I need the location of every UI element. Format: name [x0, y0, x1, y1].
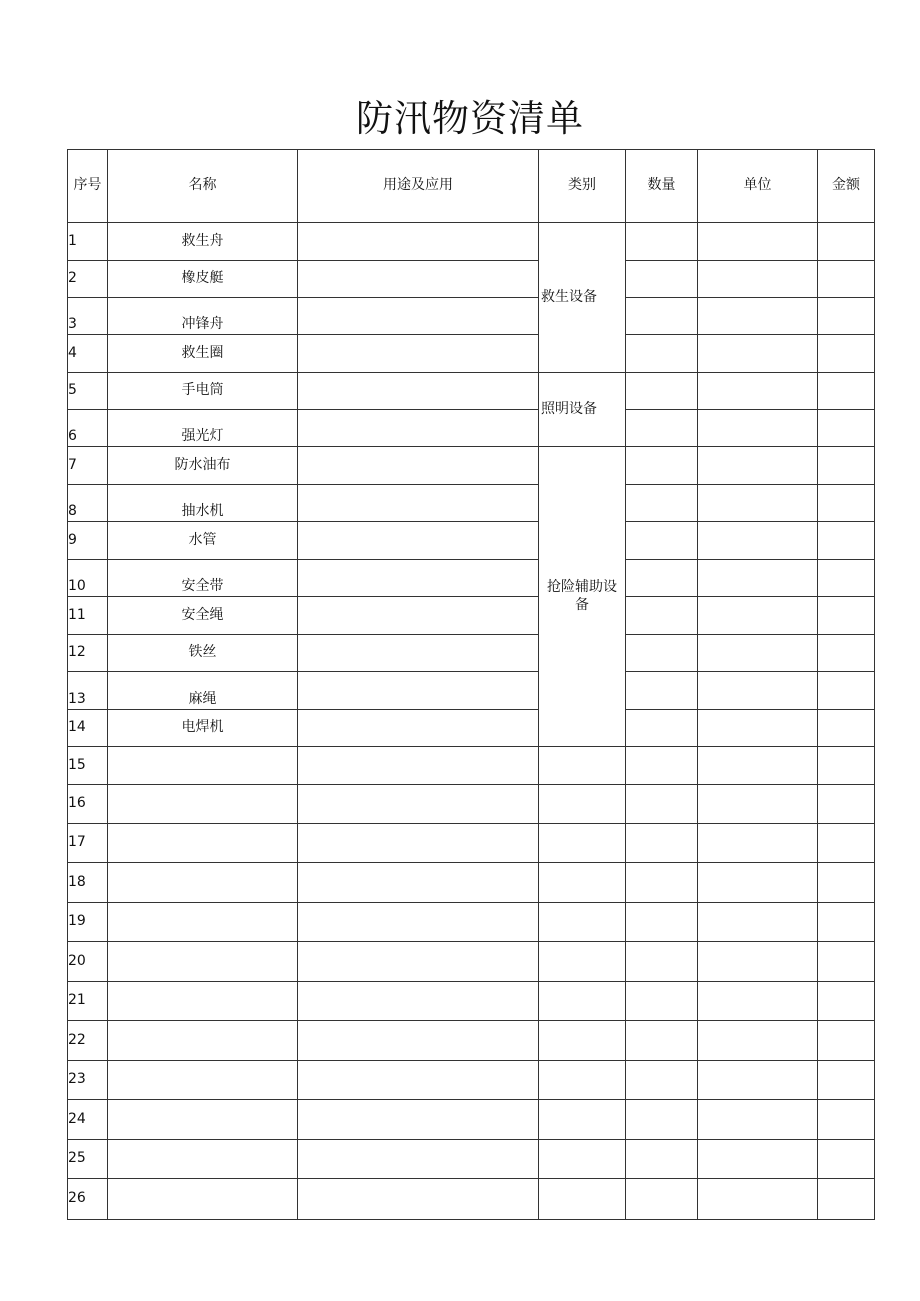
amount-cell [818, 485, 875, 522]
amount-cell [818, 223, 875, 261]
table-row [68, 447, 875, 485]
table-row [68, 1021, 875, 1061]
category-cell: 救生设备 [539, 223, 626, 373]
row-number: 3 [68, 298, 108, 335]
row-number: 21 [68, 982, 108, 1021]
item-name [108, 1061, 298, 1100]
unit-cell [698, 373, 818, 410]
amount-cell [818, 863, 875, 903]
header-seq: 序号 [68, 150, 108, 223]
usage-cell [298, 747, 539, 785]
unit-cell [698, 1179, 818, 1220]
table-row [68, 903, 875, 942]
row-number: 15 [68, 747, 108, 785]
row-number: 24 [68, 1100, 108, 1140]
usage-cell [298, 1021, 539, 1061]
amount-cell [818, 261, 875, 298]
quantity-cell [626, 672, 698, 710]
category-cell [539, 1140, 626, 1179]
quantity-cell [626, 223, 698, 261]
unit-cell [698, 635, 818, 672]
row-number: 8 [68, 485, 108, 522]
quantity-cell [626, 522, 698, 560]
unit-cell [698, 785, 818, 824]
header-quantity: 数量 [626, 150, 698, 223]
amount-cell [818, 447, 875, 485]
row-number: 9 [68, 522, 108, 560]
quantity-cell [626, 942, 698, 982]
category-cell [539, 1021, 626, 1061]
amount-cell [818, 373, 875, 410]
table-row [68, 747, 875, 785]
usage-cell [298, 560, 539, 597]
table-row [68, 635, 875, 672]
row-number: 12 [68, 635, 108, 672]
unit-cell [698, 824, 818, 863]
unit-cell [698, 942, 818, 982]
unit-cell [698, 710, 818, 747]
unit-cell [698, 223, 818, 261]
table-row [68, 1100, 875, 1140]
category-cell [539, 942, 626, 982]
amount-cell [818, 1140, 875, 1179]
quantity-cell [626, 597, 698, 635]
usage-cell [298, 824, 539, 863]
item-name [108, 1179, 298, 1220]
usage-cell [298, 942, 539, 982]
usage-cell [298, 522, 539, 560]
amount-cell [818, 410, 875, 447]
item-name: 安全带 [108, 560, 298, 597]
item-name [108, 785, 298, 824]
amount-cell [818, 903, 875, 942]
table-row [68, 710, 875, 747]
amount-cell [818, 1061, 875, 1100]
quantity-cell [626, 863, 698, 903]
unit-cell [698, 485, 818, 522]
usage-cell [298, 1140, 539, 1179]
quantity-cell [626, 1061, 698, 1100]
amount-cell [818, 298, 875, 335]
unit-cell [698, 522, 818, 560]
row-number: 16 [68, 785, 108, 824]
row-number: 6 [68, 410, 108, 447]
row-number: 14 [68, 710, 108, 747]
amount-cell [818, 747, 875, 785]
supplies-table [67, 149, 875, 1220]
amount-cell [818, 560, 875, 597]
usage-cell [298, 410, 539, 447]
row-number: 17 [68, 824, 108, 863]
table-row [68, 485, 875, 522]
unit-cell [698, 410, 818, 447]
quantity-cell [626, 560, 698, 597]
unit-cell [698, 560, 818, 597]
item-name: 防水油布 [108, 447, 298, 485]
amount-cell [818, 1021, 875, 1061]
row-number: 26 [68, 1179, 108, 1220]
item-name: 冲锋舟 [108, 298, 298, 335]
item-name: 橡皮艇 [108, 261, 298, 298]
row-number: 20 [68, 942, 108, 982]
quantity-cell [626, 747, 698, 785]
amount-cell [818, 824, 875, 863]
row-number: 25 [68, 1140, 108, 1179]
category-cell [539, 982, 626, 1021]
item-name [108, 747, 298, 785]
table-row [68, 942, 875, 982]
usage-cell [298, 1179, 539, 1220]
item-name: 手电筒 [108, 373, 298, 410]
table-row [68, 863, 875, 903]
amount-cell [818, 785, 875, 824]
usage-cell [298, 635, 539, 672]
amount-cell [818, 1179, 875, 1220]
usage-cell [298, 447, 539, 485]
usage-cell [298, 710, 539, 747]
quantity-cell [626, 982, 698, 1021]
amount-cell [818, 710, 875, 747]
usage-cell [298, 335, 539, 373]
table-row [68, 335, 875, 373]
item-name: 救生圈 [108, 335, 298, 373]
header-name: 名称 [108, 150, 298, 223]
usage-cell [298, 863, 539, 903]
category-cell [539, 863, 626, 903]
unit-cell [698, 597, 818, 635]
category-cell: 抢险辅助设备 [539, 447, 626, 747]
unit-cell [698, 1140, 818, 1179]
item-name [108, 824, 298, 863]
row-number: 1 [68, 223, 108, 261]
amount-cell [818, 982, 875, 1021]
unit-cell [698, 982, 818, 1021]
amount-cell [818, 942, 875, 982]
amount-cell [818, 597, 875, 635]
usage-cell [298, 373, 539, 410]
amount-cell [818, 672, 875, 710]
table-row [68, 597, 875, 635]
item-name [108, 1021, 298, 1061]
item-name: 麻绳 [108, 672, 298, 710]
row-number: 23 [68, 1061, 108, 1100]
row-number: 22 [68, 1021, 108, 1061]
table-row [68, 1061, 875, 1100]
row-number: 10 [68, 560, 108, 597]
usage-cell [298, 261, 539, 298]
amount-cell [818, 522, 875, 560]
unit-cell [698, 1061, 818, 1100]
category-cell [539, 903, 626, 942]
item-name [108, 903, 298, 942]
unit-cell [698, 903, 818, 942]
quantity-cell [626, 447, 698, 485]
item-name [108, 982, 298, 1021]
quantity-cell [626, 335, 698, 373]
table-row [68, 672, 875, 710]
usage-cell [298, 223, 539, 261]
unit-cell [698, 298, 818, 335]
category-cell [539, 824, 626, 863]
unit-cell [698, 747, 818, 785]
table-row [68, 298, 875, 335]
row-number: 7 [68, 447, 108, 485]
unit-cell [698, 672, 818, 710]
document-title: 防汛物资清单 [356, 97, 584, 140]
category-cell [539, 747, 626, 785]
category-cell: 照明设备 [539, 373, 626, 447]
quantity-cell [626, 903, 698, 942]
table-row [68, 261, 875, 298]
item-name [108, 1100, 298, 1140]
table-row [68, 1179, 875, 1220]
item-name: 水管 [108, 522, 298, 560]
usage-cell [298, 1061, 539, 1100]
item-name: 抽水机 [108, 485, 298, 522]
quantity-cell [626, 824, 698, 863]
item-name: 救生舟 [108, 223, 298, 261]
item-name [108, 1140, 298, 1179]
unit-cell [698, 1021, 818, 1061]
quantity-cell [626, 710, 698, 747]
unit-cell [698, 261, 818, 298]
quantity-cell [626, 485, 698, 522]
quantity-cell [626, 373, 698, 410]
table-row [68, 982, 875, 1021]
quantity-cell [626, 261, 698, 298]
usage-cell [298, 1100, 539, 1140]
table-row [68, 522, 875, 560]
item-name: 铁丝 [108, 635, 298, 672]
table-row [68, 824, 875, 863]
table-row [68, 785, 875, 824]
table-row [68, 410, 875, 447]
table-row [68, 223, 875, 261]
table-row [68, 373, 875, 410]
amount-cell [818, 1100, 875, 1140]
header-usage: 用途及应用 [298, 150, 539, 223]
row-number: 5 [68, 373, 108, 410]
quantity-cell [626, 1100, 698, 1140]
table-row [68, 560, 875, 597]
quantity-cell [626, 1021, 698, 1061]
category-cell [539, 1100, 626, 1140]
quantity-cell [626, 785, 698, 824]
item-name [108, 942, 298, 982]
unit-cell [698, 447, 818, 485]
row-number: 13 [68, 672, 108, 710]
category-cell [539, 1179, 626, 1220]
quantity-cell [626, 410, 698, 447]
unit-cell [698, 335, 818, 373]
usage-cell [298, 982, 539, 1021]
item-name [108, 863, 298, 903]
quantity-cell [626, 298, 698, 335]
quantity-cell [626, 1179, 698, 1220]
row-number: 4 [68, 335, 108, 373]
row-number: 11 [68, 597, 108, 635]
amount-cell [818, 635, 875, 672]
quantity-cell [626, 1140, 698, 1179]
usage-cell [298, 903, 539, 942]
unit-cell [698, 1100, 818, 1140]
usage-cell [298, 298, 539, 335]
usage-cell [298, 785, 539, 824]
item-name: 安全绳 [108, 597, 298, 635]
header-amount: 金额 [818, 150, 875, 223]
quantity-cell [626, 635, 698, 672]
usage-cell [298, 597, 539, 635]
usage-cell [298, 672, 539, 710]
usage-cell [298, 485, 539, 522]
category-cell [539, 785, 626, 824]
row-number: 2 [68, 261, 108, 298]
row-number: 18 [68, 863, 108, 903]
category-cell [539, 1061, 626, 1100]
amount-cell [818, 335, 875, 373]
unit-cell [698, 863, 818, 903]
table-row [68, 1140, 875, 1179]
item-name: 强光灯 [108, 410, 298, 447]
row-number: 19 [68, 903, 108, 942]
header-row [68, 150, 875, 223]
header-unit: 单位 [698, 150, 818, 223]
header-category: 类别 [539, 150, 626, 223]
item-name: 电焊机 [108, 710, 298, 747]
